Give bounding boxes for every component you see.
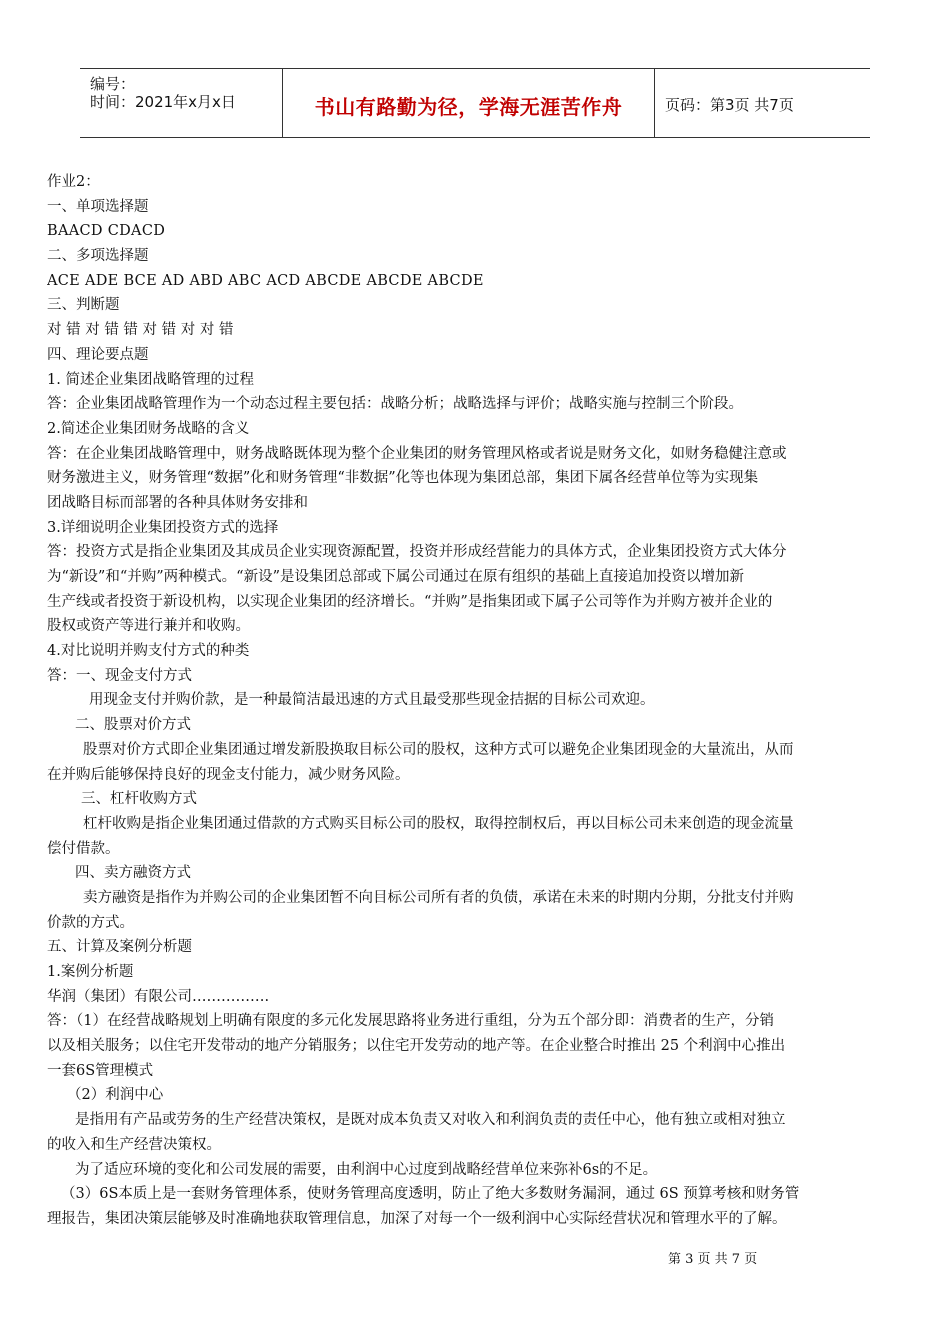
body-line: 二、多项选择题 xyxy=(47,248,149,265)
body-line: （2）利润中心 xyxy=(67,1087,164,1104)
body-line: 的收入和生产经营决策权。 xyxy=(47,1136,221,1153)
body-line: 为“新设”和“并购”两种模式。“新设”是设集团总部或下属公司通过在原有组织的基础上直接追加投资以增加新 xyxy=(47,569,744,585)
body-line: 一、单项选择题 xyxy=(47,198,149,215)
document-number-label: 编号： xyxy=(90,75,136,93)
body-line: 一套6S管理模式 xyxy=(47,1062,154,1079)
body-line: 生产线或者投资于新设机构，以实现企业集团的经济增长。“并购”是指集团或下属子公司等作为并购方被并企业的 xyxy=(47,593,773,610)
header-meta-cell xyxy=(80,69,283,137)
body-line: （3）6S本质上是一套财务管理体系，使财务管理高度透明，防止了绝大多数财务漏洞，通过 6S 预算考核和财务管 xyxy=(61,1186,800,1203)
body-line: BAACD CDACD xyxy=(47,223,166,240)
header-page-info: 页码：第3页 共7页 xyxy=(665,96,794,114)
body-line: 华润（集团）有限公司……………. xyxy=(47,988,270,1005)
body-line: 以及相关服务；以住宅开发带动的地产分销服务；以住宅开发劳动的地产等。在企业整合时推出 25 个利润中心推出 xyxy=(47,1038,786,1055)
header-motto-cell xyxy=(283,69,655,137)
document-body xyxy=(47,170,907,1232)
body-line: 3.详细说明企业集团投资方式的选择 xyxy=(47,519,279,536)
body-line: 答：企业集团战略管理作为一个动态过程主要包括：战略分析；战略选择与评价；战略实施与控制三个阶段。 xyxy=(47,396,743,413)
body-line: 对 错 对 错 错 对 错 对 对 错 xyxy=(47,322,234,339)
body-line: 作业2： xyxy=(47,174,100,190)
body-line: ACE ADE BCE AD ABD ABC ACD ABCDE ABCDE ABCDE xyxy=(47,272,484,289)
document-header xyxy=(80,68,870,138)
body-line: 为了适应环境的变化和公司发展的需要，由利润中心过度到战略经营单位来弥补6s的不足。 xyxy=(75,1161,658,1178)
body-line: 1.案例分析题 xyxy=(47,964,134,980)
body-line: 2.简述企业集团财务战略的含义 xyxy=(47,420,250,437)
body-line: 答：一、现金支付方式 xyxy=(47,667,192,684)
body-line: 五、计算及案例分析题 xyxy=(47,939,192,956)
page-footer: 第 3 页 共 7 页 xyxy=(668,1252,758,1267)
body-line: 二、股票对价方式 xyxy=(75,717,191,734)
body-line: 答：投资方式是指企业集团及其成员企业实现资源配置，投资并形成经营能力的具体方式，企业集团投资方式大体分 xyxy=(47,544,787,561)
body-line: 价款的方式。 xyxy=(47,914,134,931)
body-line: 股票对价方式即企业集团通过增发新股换取目标公司的股权，这种方式可以避免企业集团现金的大量流出，从而 xyxy=(83,741,794,758)
body-line: 1. 简述企业集团战略管理的过程 xyxy=(47,371,254,388)
body-line: 三、杠杆收购方式 xyxy=(81,791,197,808)
body-line: 在并购后能够保持良好的现金支付能力，减少财务风险。 xyxy=(47,766,410,783)
body-line: 股权或资产等进行兼并和收购。 xyxy=(47,618,250,635)
body-line: 偿付借款。 xyxy=(47,840,120,857)
body-line: 三、判断题 xyxy=(47,297,120,314)
body-line: 答：在企业集团战略管理中，财务战略既体现为整个企业集团的财务管理风格或者说是财务文化，如财务稳健注意或 xyxy=(47,445,787,462)
body-line: 四、理论要点题 xyxy=(47,346,149,363)
body-line: 卖方融资是指作为并购公司的企业集团暂不向目标公司所有者的负债，承诺在未来的时期内分期，分批支付并购 xyxy=(83,889,794,906)
document-time-label: 时间：2021年x月x日 xyxy=(90,93,236,111)
body-line: 团战略目标而部署的各种具体财务安排和 xyxy=(47,494,308,511)
body-line: 是指用有产品或劳务的生产经营决策权，是既对成本负责又对收入和利润负责的责任中心，他有独立或相对独立 xyxy=(75,1112,786,1129)
body-line: 答：（1）在经营战略规划上明确有限度的多元化发展思路将业务进行重组，分为五个部分即：消费者的生产，分销 xyxy=(47,1013,774,1030)
body-line: 杠杆收购是指企业集团通过借款的方式购买目标公司的股权，取得控制权后，再以目标公司未来创造的现金流量 xyxy=(83,815,794,832)
body-line: 用现金支付并购价款，是一种最简洁最迅速的方式且最受那些现金拮据的目标公司欢迎。 xyxy=(89,692,655,709)
body-line: 4.对比说明并购支付方式的种类 xyxy=(47,643,250,660)
body-line: 理报告，集团决策层能够及时准确地获取管理信息，加深了对每一个一级利润中心实际经营状况和管理水平的了解。 xyxy=(47,1210,787,1227)
body-line: 四、卖方融资方式 xyxy=(75,865,191,882)
header-motto: 书山有路勤为径，学海无涯苦作舟 xyxy=(314,95,623,119)
body-line: 财务激进主义，财务管理“数据”化和财务管理“非数据”化等也体现为集团总部，集团下属各经营单位等为实现集 xyxy=(47,470,759,487)
header-page-cell xyxy=(655,69,870,137)
